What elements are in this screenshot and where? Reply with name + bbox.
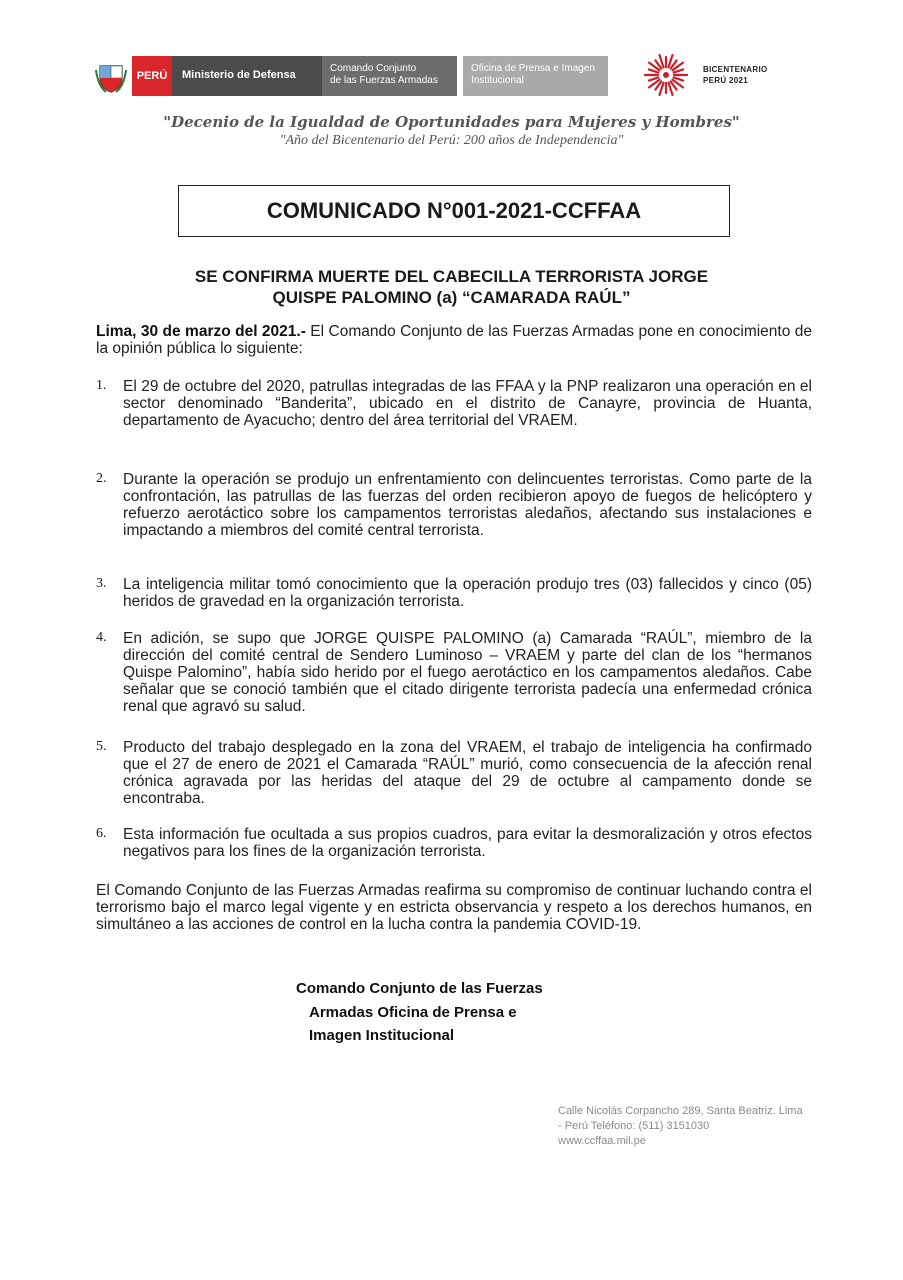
oficina-line1: Oficina de Prensa	[471, 63, 551, 74]
signature-block	[296, 977, 543, 1048]
decenio-motto: "Decenio de la Igualdad de Oportunidades para Mujeres y Hombres"	[163, 113, 740, 131]
bicentenario-line1: BICENTENARIO	[703, 65, 768, 74]
comando-conjunto-banner	[322, 56, 457, 96]
list-item-text: En adición, se supo que JORGE QUISPE PALOMINO (a) Camarada “RAÚL”, miembro de la dirección del comité central de Sendero Luminoso – VRAEM y parte del clan de los “hermanos Quispe Palomino”, había sido herido por el fuego aerotáctico en los campamentos aledaños. Cabe señalar que se conoció también que el citado dirigente terrorista padecía una enfermedad crónica renal que agravó su salud.	[123, 630, 812, 715]
bicentenario-logo-icon	[641, 50, 691, 100]
ministerio-label: Ministerio de Defensa	[182, 69, 296, 81]
bicentenario-ray	[674, 77, 684, 80]
peru-coat-of-arms-icon	[94, 60, 128, 94]
intro-text: El Comando Conjunto de las Fuerzas Armadas pone en conocimiento de la opinión pública lo siguiente:	[96, 323, 812, 357]
footer-address: Calle Nicolás Corpancho 289, Santa Beatriz. Lima	[558, 1105, 803, 1117]
list-item-text: Producto del trabajo desplegado en la zona del VRAEM, el trabajo de inteligencia ha confirmado que el 27 de enero de 2021 el Camarada “RAÚL” murió, como consecuencia de la afección renal crónica agravada por las heridas del ataque del 29 de octubre al campamento donde se encontraba.	[123, 739, 812, 807]
anio-motto: "Año del Bicentenario del Perú: 200 años de Independencia"	[279, 133, 624, 148]
bicentenario-line2: PERÚ 2021	[703, 76, 748, 85]
bicentenario-ray	[649, 69, 659, 72]
list-item-text: La inteligencia militar tomó conocimiento que la operación produjo tres (03) fallecidos y cinco (05) heridos de gravedad en la organización terrorista.	[123, 576, 812, 610]
oficina-prensa-banner	[463, 56, 608, 96]
list-item-text: Durante la operación se produjo un enfrentamiento con delincuentes terroristas. Como parte de la confrontación, las patrullas de las fuerzas del orden recibieron apoyo de fuegos de helicóptero y refuerzo aerotáctico sobre los campamentos terroristas aledaños, afectando sus instalaciones e impactando a miembros del comité central terrorista.	[123, 471, 812, 539]
intro-paragraph	[96, 323, 812, 357]
communique-title: COMUNICADO N°001-2021-CCFFAA	[266, 198, 642, 223]
list-item-number: 3.	[96, 576, 107, 591]
signature-line1: Comando Conjunto de las Fuerzas	[296, 980, 543, 997]
list-item-number: 1.	[96, 378, 107, 393]
intro-place-date: Lima, 30 de marzo del 2021.-	[96, 323, 306, 340]
list-item-number: 5.	[96, 739, 107, 754]
contact-footer	[558, 1104, 803, 1149]
communique-title-box	[178, 185, 730, 237]
list-item-text: Esta información fue ocultada a sus propios cuadros, para evitar la desmoralización y otros efectos negativos para los fines de la organización terrorista.	[123, 826, 812, 860]
bicentenario-ray	[649, 77, 659, 80]
comando-line2: de las Fuerzas Armadas	[330, 75, 438, 86]
comando-line1: Comando Conjunto	[330, 63, 417, 74]
list-item-number: 4.	[96, 630, 107, 645]
footer-website: www.ccffaa.mil.pe	[558, 1135, 646, 1147]
headline-line2: QUISPE PALOMINO (a) “CAMARADA RAÚL”	[272, 288, 631, 307]
oficina-line2: e Imagen Institucional	[471, 63, 595, 86]
footer-phone: - Perú Teléfono: (511) 3151030	[558, 1120, 710, 1132]
signature-line2: Armadas Oficina de Prensa e	[309, 1003, 517, 1021]
list-item-number: 2.	[96, 471, 107, 486]
signature-line3: Imagen Institucional	[309, 1027, 455, 1044]
list-item-text: El 29 de octubre del 2020, patrullas integradas de las FFAA y la PNP realizaron una operación en el sector denominado “Banderita”, ubicado en el distrito de Canayre, provincia de Huanta, departamento de Ayacucho; dentro del área territorial del VRAEM.	[123, 378, 812, 429]
bicentenario-text	[703, 64, 768, 86]
closing-paragraph: El Comando Conjunto de las Fuerzas Armadas reafirma su compromiso de continuar luchando contra el terrorismo bajo el marco legal vigente y en estricta observancia y respeto a los derechos humanos, en simultáneo a las acciones de control en la lucha contra la pandemia COVID-19.	[96, 882, 812, 933]
bicentenario-ray	[674, 69, 684, 72]
headline	[100, 266, 803, 308]
list-item-number: 6.	[96, 826, 107, 841]
headline-line1: SE CONFIRMA MUERTE DEL CABECILLA TERRORISTA JORGE	[194, 267, 709, 286]
institutional-header	[94, 54, 614, 98]
peru-label: PERÚ	[132, 56, 172, 96]
